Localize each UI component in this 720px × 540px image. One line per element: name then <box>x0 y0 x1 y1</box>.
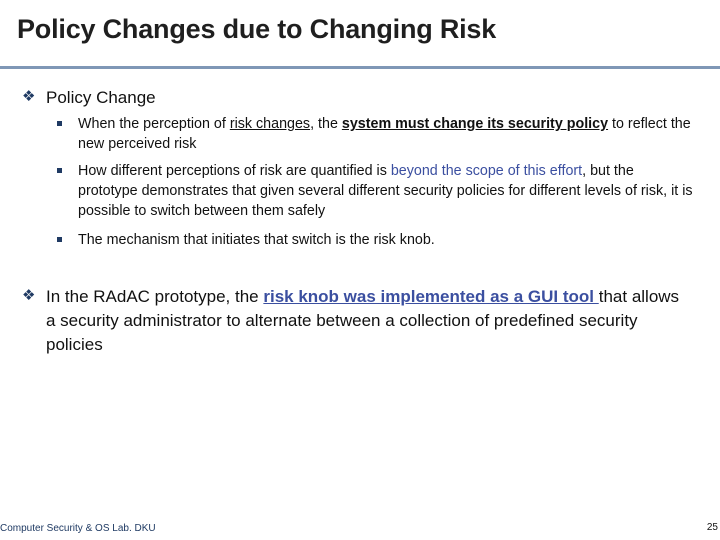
risk-changes-phrase: risk changes <box>229 116 311 132</box>
sub-bullet-quantified <box>55 161 695 221</box>
bullet-radac-prototype <box>22 285 692 357</box>
square-bullet-icon <box>55 114 78 134</box>
system-policy-phrase: system must change its security policy <box>341 116 609 132</box>
slide-title: Policy Changes due to Changing Risk <box>17 14 497 44</box>
scope-phrase: beyond the scope of this effort <box>390 163 583 179</box>
sub-bullet-text: The mechanism that initiates that switch is the risk knob. <box>78 232 435 248</box>
sub-bullet-text: How different perceptions of risk are quantified is beyond the scope of this effort, but the prototype demonstrates that given several different security policies for different levels of risk, it is possible to switch between them safely <box>78 163 693 219</box>
sub-bullet-text: When the perception of risk changes, the system must change its security policy to reflect the new perceived risk <box>78 116 691 152</box>
risk-knob-link[interactable]: risk knob was implemented as a GUI tool <box>263 287 599 306</box>
bullet-policy-change <box>22 86 702 110</box>
square-bullet-icon <box>55 161 78 181</box>
sub-bullet-perception <box>55 114 695 154</box>
footer-lab-name: Computer Security & OS Lab. DKU <box>0 523 156 534</box>
bullet-text: In the RAdAC prototype, the risk knob was implemented as a GUI tool that allows a security administrator to alternate between a collection of predefined security policies <box>46 287 680 354</box>
title-divider <box>0 66 720 69</box>
bullet-label: Policy Change <box>46 88 156 107</box>
sub-bullet-mechanism <box>55 230 695 250</box>
diamond-bullet-icon: ❖ <box>22 287 36 304</box>
square-bullet-icon <box>55 230 78 250</box>
diamond-bullet-icon: ❖ <box>22 88 36 105</box>
page-number: 25 <box>706 522 718 533</box>
